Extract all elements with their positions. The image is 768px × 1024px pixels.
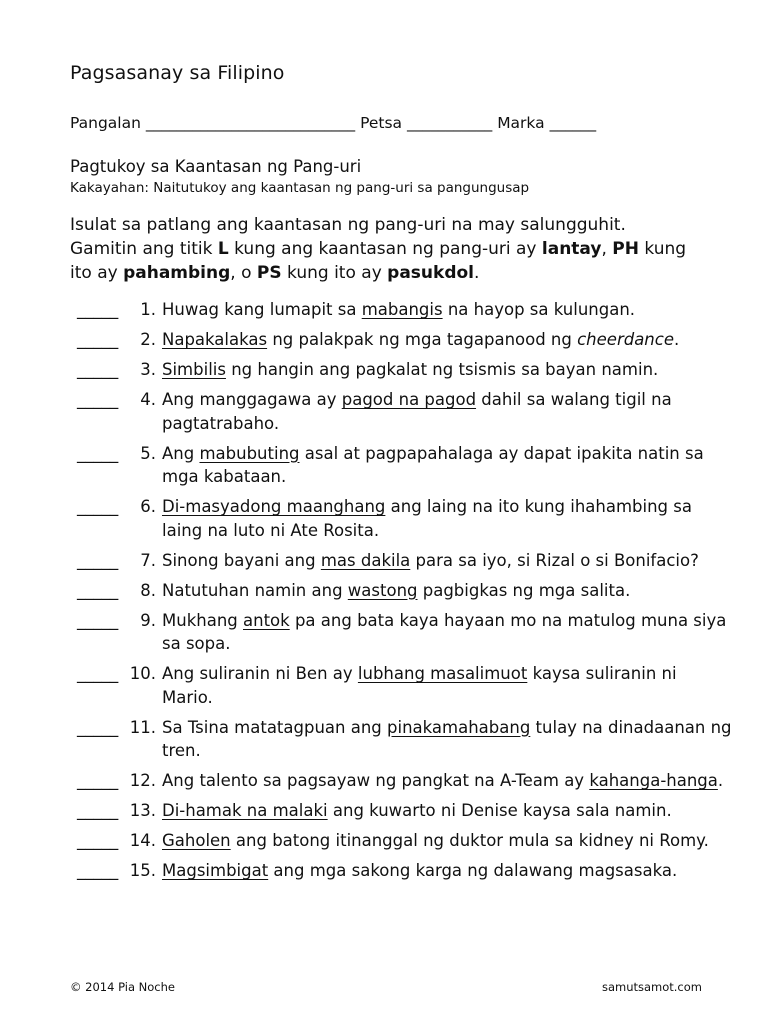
footer-site: samutsamot.com	[601, 980, 702, 994]
item-sentence	[162, 388, 732, 435]
item-number: 8.	[140, 580, 156, 600]
sentence-text: Natutuhan namin ang	[162, 580, 348, 600]
skill-statement: Kakayahan: Naitutukoy ang kaantasan ng pang-uri sa pangungusap	[70, 180, 530, 196]
underlined-adjective: pinakamahabang	[387, 717, 531, 737]
instructions-text: Gamitin ang titik	[70, 239, 218, 259]
item-number: 6.	[140, 497, 156, 516]
item-number: 10.	[129, 664, 156, 683]
answer-blank: _____	[77, 550, 119, 570]
exercise-list	[0, 298, 768, 889]
item-number: 15.	[129, 861, 156, 880]
exercise-item	[0, 859, 768, 883]
underlined-adjective: mas dakila	[320, 550, 411, 570]
answer-blank: _____	[77, 443, 119, 463]
answer-blank: _____	[77, 390, 119, 409]
sentence-text: ang batong itinanggal ng duktor mula sa kidney ni Romy.	[230, 831, 709, 850]
score-label: Marka	[497, 114, 545, 132]
exercise-item	[0, 298, 768, 322]
instructions-line-1: Isulat sa patlang ang kaantasan ng pang-uri na may salungguhit.	[70, 215, 626, 235]
sentence-text: Mukhang	[162, 610, 243, 630]
item-number: 3.	[140, 360, 156, 379]
answer-blank: _____	[77, 580, 119, 600]
item-sentence	[162, 859, 732, 883]
exercise-item	[0, 579, 768, 603]
sentence-text: Sa Tsina matatagpuan ang	[162, 717, 388, 737]
underlined-adjective: Magsimbigat	[162, 861, 269, 880]
exercise-item	[0, 549, 768, 573]
item-number: 4.	[140, 390, 156, 409]
item-number: 1.	[140, 300, 156, 319]
code-pahambing: PH	[612, 239, 639, 259]
instructions-text: kung ang kaantasan ng pang-uri ay	[228, 239, 542, 259]
underlined-adjective: pagod na pagod	[341, 390, 477, 409]
instructions-text: .	[474, 263, 480, 283]
date-blank: ___________	[407, 114, 493, 132]
sentence-text: Ang manggagawa ay	[162, 390, 342, 409]
item-sentence	[162, 442, 732, 489]
exercise-item	[0, 799, 768, 823]
item-number: 5.	[140, 443, 156, 463]
italic-term: cheerdance	[577, 330, 674, 349]
answer-blank: _____	[77, 330, 119, 349]
exercise-item	[0, 358, 768, 382]
score-blank: ______	[549, 114, 597, 132]
sentence-text: Huwag kang lumapit sa	[162, 300, 362, 319]
sentence-text: ang mga sakong karga ng dalawang magsasaka.	[268, 861, 678, 880]
answer-blank: _____	[77, 771, 119, 790]
student-info-line	[70, 114, 596, 132]
underlined-adjective: Gaholen	[162, 831, 231, 850]
item-sentence	[162, 799, 732, 823]
code-pasukdol: PS	[256, 263, 282, 283]
answer-blank: _____	[77, 861, 119, 880]
instructions-text: kung	[638, 239, 687, 259]
answer-blank: _____	[77, 497, 119, 516]
footer-copyright: © 2014 Pia Noche	[70, 980, 175, 994]
item-sentence	[162, 769, 732, 793]
answer-blank: _____	[77, 831, 119, 850]
sentence-text: Ang	[162, 443, 200, 463]
underlined-adjective: mabubuting	[199, 443, 300, 463]
sentence-text: Ang suliranin ni Ben ay	[162, 664, 358, 683]
item-sentence	[162, 716, 732, 763]
sentence-text: .	[717, 771, 724, 790]
section-title: Pagtukoy sa Kaantasan ng Pang-uri	[70, 157, 362, 176]
sentence-text: tulay na dinadaanan ng tren.	[162, 717, 732, 760]
sentence-text: para sa iyo, si Rizal o si Bonifacio?	[410, 550, 699, 570]
worksheet-title: Pagsasanay sa Filipino	[70, 62, 285, 84]
answer-blank: _____	[77, 664, 119, 683]
instructions-text: kung ito ay	[281, 263, 388, 283]
instructions-text: ito ay	[70, 263, 124, 283]
underlined-adjective: wastong	[347, 580, 418, 600]
item-number: 12.	[129, 771, 156, 790]
sentence-text: pa ang bata kaya hayaan mo na matulog muna siya sa sopa.	[162, 610, 727, 653]
instructions-line-3	[70, 261, 750, 285]
sentence-text: Sinong bayani ang	[162, 550, 321, 570]
date-label: Petsa	[360, 114, 403, 132]
item-number: 13.	[129, 801, 156, 820]
name-label: Pangalan	[70, 114, 141, 132]
sentence-text: pagbigkas ng mga salita.	[417, 580, 631, 600]
item-sentence	[162, 358, 732, 382]
code-lantay: L	[217, 239, 229, 259]
instructions-line-2	[70, 237, 750, 261]
item-number: 14.	[129, 831, 156, 850]
exercise-item	[0, 716, 768, 763]
item-number: 9.	[140, 610, 156, 630]
sentence-text: ang kuwarto ni Denise kaysa sala namin.	[327, 801, 672, 820]
item-sentence	[162, 829, 732, 853]
sentence-text: na hayop sa kulungan.	[442, 300, 636, 319]
sentence-text: dahil sa walang tigil na pagtatrabaho.	[162, 390, 672, 433]
word-pahambing: pahambing	[123, 263, 231, 283]
answer-blank: _____	[77, 360, 119, 379]
underlined-adjective: mabangis	[361, 300, 443, 319]
sentence-text: .	[674, 330, 680, 349]
underlined-adjective: kahanga-hanga	[589, 771, 718, 790]
exercise-item	[0, 829, 768, 853]
exercise-item	[0, 609, 768, 656]
instructions	[70, 213, 750, 285]
item-sentence	[162, 298, 732, 322]
sentence-text: asal at pagpapahalaga ay dapat ipakita natin sa mga kabataan.	[162, 443, 704, 486]
item-number: 2.	[140, 330, 156, 349]
underlined-adjective: lubhang masalimuot	[357, 664, 528, 683]
instructions-text: , o	[230, 263, 257, 283]
sentence-text: ng palakpak ng mga tagapanood ng	[267, 330, 578, 349]
exercise-item	[0, 442, 768, 489]
item-sentence	[162, 549, 732, 573]
sentence-text: Ang talento sa pagsayaw ng pangkat na A-Team ay	[162, 771, 590, 790]
answer-blank: _____	[77, 610, 119, 630]
answer-blank: _____	[77, 717, 119, 737]
item-sentence	[162, 579, 732, 603]
answer-blank: _____	[77, 801, 119, 820]
item-sentence	[162, 328, 732, 352]
instructions-text: ,	[601, 239, 613, 259]
exercise-item	[0, 328, 768, 352]
item-sentence	[162, 609, 732, 656]
item-number: 11.	[129, 717, 156, 737]
word-pasukdol: pasukdol	[387, 263, 474, 283]
underlined-adjective: Di-masyadong maanghang	[162, 497, 386, 516]
name-blank: ___________________________	[145, 114, 356, 132]
underlined-adjective: Napakalakas	[162, 330, 268, 349]
exercise-item	[0, 769, 768, 793]
exercise-item	[0, 662, 768, 709]
sentence-text: ang laing na ito kung ihahambing sa laing na luto ni Ate Rosita.	[162, 497, 692, 540]
item-sentence	[162, 495, 732, 542]
underlined-adjective: antok	[243, 610, 290, 630]
item-sentence	[162, 662, 732, 709]
answer-blank: _____	[77, 300, 119, 319]
word-lantay: lantay	[541, 239, 602, 259]
sentence-text: kaysa suliranin ni Mario.	[162, 664, 677, 707]
underlined-adjective: Di-hamak na malaki	[162, 801, 328, 820]
exercise-item	[0, 388, 768, 435]
sentence-text: ng hangin ang pagkalat ng tsismis sa bayan namin.	[225, 360, 659, 379]
exercise-item	[0, 495, 768, 542]
underlined-adjective: Simbilis	[162, 360, 226, 379]
item-number: 7.	[140, 550, 156, 570]
